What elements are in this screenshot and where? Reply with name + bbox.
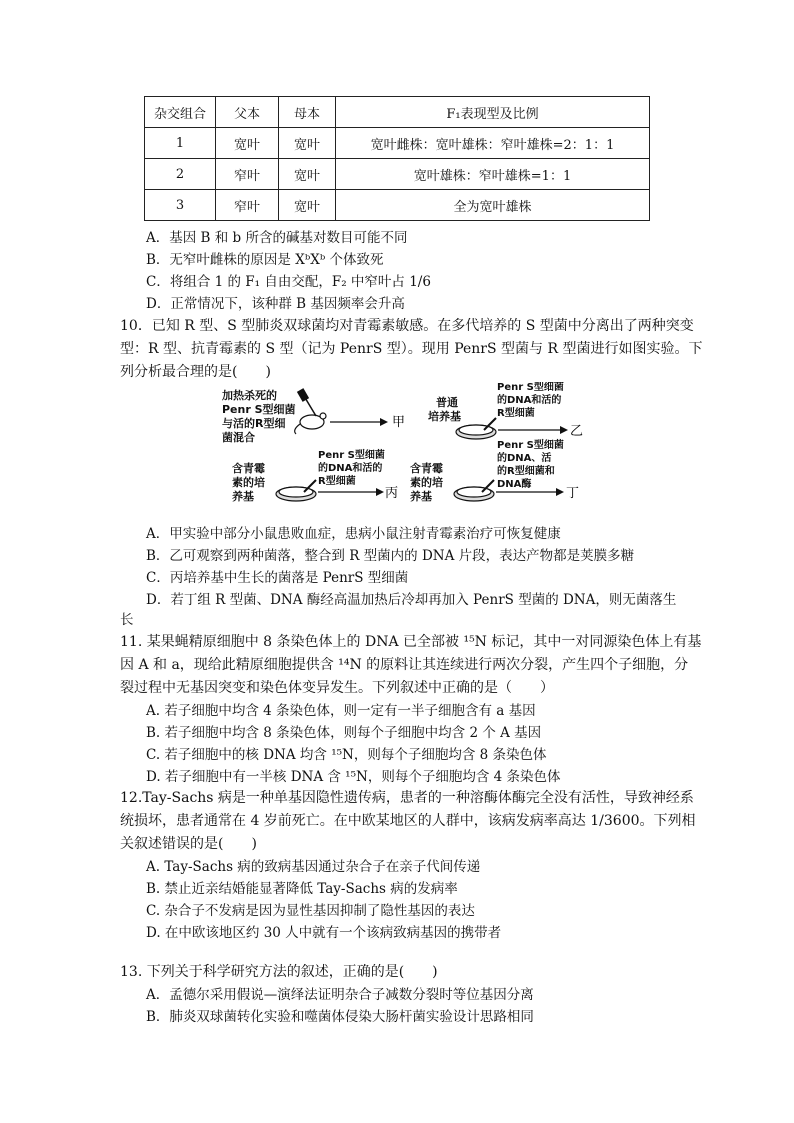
yi-label-line: R型细菌 [497, 408, 535, 419]
table-cell: 窄叶 [216, 159, 279, 190]
table-row [145, 190, 650, 221]
q11-option-c: C. 若子细胞中的核 DNA 均含 ¹⁵N，则每个子细胞均含 8 条染色体 [146, 747, 547, 763]
petri-dish-icon [454, 480, 494, 501]
q12-option-c: C. 杂合子不发病是因为显性基因抑制了隐性基因的表达 [146, 903, 475, 919]
table-cell: 3 [145, 190, 216, 221]
q10-option-d-line-2: 长 [120, 612, 134, 628]
q11-option-b: B. 若子细胞中均含 8 条染色体，则每个子细胞中均含 2 个 A 基因 [146, 725, 542, 741]
jia-label-line: 菌混合 [222, 431, 255, 444]
q10-option-a: A．甲实验中部分小鼠患败血症，患病小鼠注射青霉素治疗可恢复健康 [146, 526, 561, 542]
petri-dish-icon [276, 480, 316, 501]
jia-label-line: 加热杀死的 [222, 389, 277, 402]
table-cell: 宽叶 [216, 128, 279, 159]
ding-label-line: 的R型细菌和 [497, 466, 555, 477]
bing-medium-line: 含青霉 [232, 462, 265, 475]
q13-option-a: A．孟德尔采用假说—演绎法证明杂合子减数分裂时等位基因分离 [146, 987, 534, 1003]
bing-label-line: 的DNA和活的 [318, 463, 383, 474]
syringe-icon [298, 389, 316, 416]
arrow-head-icon [560, 426, 568, 434]
q11-option-d: D. 若子细胞中有一半核 DNA 含 ¹⁵N，则每个子细胞均含 4 条染色体 [146, 769, 561, 785]
table-cell: 宽叶雄株：窄叶雄株=1：1 [336, 159, 650, 190]
bing-medium-line: 素的培 [232, 476, 265, 489]
table-header-cell: 母本 [279, 97, 336, 128]
q12-option-d: D. 在中欧该地区约 30 人中就有一个该病致病基因的携带者 [146, 925, 502, 941]
q9-option-c: C．将组合 1 的 F₁ 自由交配，F₂ 中窄叶占 1/6 [146, 274, 431, 290]
yi-medium-line: 普通 [436, 396, 458, 409]
table-row [145, 159, 650, 190]
ding-label-line: Penr S型细菌 [497, 440, 564, 451]
table-header-row [145, 97, 650, 128]
table-cell: 宽叶 [279, 190, 336, 221]
table-header-cell: F₁表现型及比例 [336, 97, 650, 128]
bing-medium-line: 养基 [232, 490, 254, 503]
table-cell: 全为宽叶雄株 [336, 190, 650, 221]
ding-medium-line: 养基 [410, 490, 432, 503]
q11-option-a: A. 若子细胞中均含 4 条染色体，则一定有一半子细胞含有 a 基因 [146, 703, 536, 719]
cross-table [144, 96, 650, 221]
q9-option-d: D．正常情况下，该种群 B 基因频率会升高 [146, 296, 405, 312]
arrow-head-icon [380, 418, 388, 426]
yi-medium-line: 培养基 [428, 410, 461, 423]
result-jia: 甲 [392, 415, 406, 430]
ding-label-line: DNA酶 [497, 479, 532, 490]
result-bing: 丙 [385, 486, 399, 501]
jia-label-line: 与活的R型细 [222, 417, 286, 430]
table-header-cell: 父本 [216, 97, 279, 128]
q13-stem: 13. 下列关于科学研究方法的叙述，正确的是( ) [120, 964, 438, 980]
mouse-icon [295, 413, 326, 434]
q9-option-b: B．无窄叶雌株的原因是 XᵇXᵇ 个体致死 [146, 252, 384, 268]
q11-stem-line-2: 因 A 和 a，现给此精原细胞提供含 ¹⁴N 的原料让其连续进行两次分裂，产生四个子细胞，分 [120, 657, 689, 673]
table-cell: 窄叶 [216, 190, 279, 221]
ding-medium-line: 素的培 [410, 476, 443, 489]
table-row [145, 128, 650, 159]
result-yi: 乙 [570, 424, 584, 439]
q11-stem-line-3: 裂过程中无基因突变和染色体变异发生。下列叙述中正确的是（ ） [120, 680, 554, 696]
experiment-diagram [0, 382, 794, 522]
petri-dish-icon [456, 418, 496, 439]
q10-option-c: C．丙培养基中生长的菌落是 PenrS 型细菌 [146, 570, 409, 586]
q10-option-d-line-1: D．若丁组 R 型菌、DNA 酶经高温加热后冷却再加入 PenrS 型菌的 DNA，则无菌落生 [146, 592, 677, 608]
q9-option-a: A．基因 B 和 b 所含的碱基对数目可能不同 [146, 230, 408, 246]
q11-stem-line-1: 11. 某果蝇精原细胞中 8 条染色体上的 DNA 已全部被 ¹⁵N 标记，其中一对同源染色体上有基 [120, 634, 702, 650]
arrow-head-icon [556, 488, 564, 496]
q12-stem-line-1: 12.Tay-Sachs 病是一种单基因隐性遗传病，患者的一种溶酶体酶完全没有活性，导致神经系 [120, 790, 694, 806]
ding-label-line: 的DNA、活 [497, 453, 552, 464]
jia-label-line: Penr S型细菌 [222, 403, 296, 416]
table-cell: 宽叶 [279, 128, 336, 159]
q10-stem-line-3: 列分析最合理的是( ) [120, 364, 271, 380]
q10-stem-line-1: 10．已知 R 型、S 型肺炎双球菌均对青霉素敏感。在多代培养的 S 型菌中分离出了两种突变 [120, 318, 694, 334]
bing-label-line: R型细菌 [318, 476, 356, 487]
table-cell: 宽叶 [279, 159, 336, 190]
yi-label-line: 的DNA和活的 [497, 395, 562, 406]
ding-medium-line: 含青霉 [410, 462, 443, 475]
table-cell: 2 [145, 159, 216, 190]
result-ding: 丁 [566, 486, 580, 501]
yi-label-line: Penr S型细菌 [497, 382, 564, 393]
q10-option-b: B．乙可观察到两种菌落，整合到 R 型菌内的 DNA 片段，表达产物都是荚膜多糖 [146, 548, 635, 564]
q12-option-a: A. Tay-Sachs 病的致病基因通过杂合子在亲子代间传递 [146, 859, 481, 875]
q12-stem-line-3: 关叙述错误的是( ) [120, 836, 257, 852]
table-cell: 1 [145, 128, 216, 159]
q12-option-b: B. 禁止近亲结婚能显著降低 Tay-Sachs 病的发病率 [146, 881, 458, 897]
q10-stem-line-2: 型：R 型、抗青霉素的 S 型（记为 PenrS 型）。现用 PenrS 型菌与 R 型菌进行如图实验。下 [120, 341, 703, 357]
q12-stem-line-2: 统损坏，患者通常在 4 岁前死亡。在中欧某地区的人群中，该病发病率高达 1/3600。下列相 [120, 813, 696, 829]
q13-option-b: B．肺炎双球菌转化实验和噬菌体侵染大肠杆菌实验设计思路相同 [146, 1009, 534, 1025]
bing-label-line: Penr S型细菌 [318, 450, 385, 461]
arrow-head-icon [376, 488, 384, 496]
table-cell: 宽叶雌株：宽叶雄株：窄叶雄株=2：1：1 [336, 128, 650, 159]
table-header-cell: 杂交组合 [145, 97, 216, 128]
